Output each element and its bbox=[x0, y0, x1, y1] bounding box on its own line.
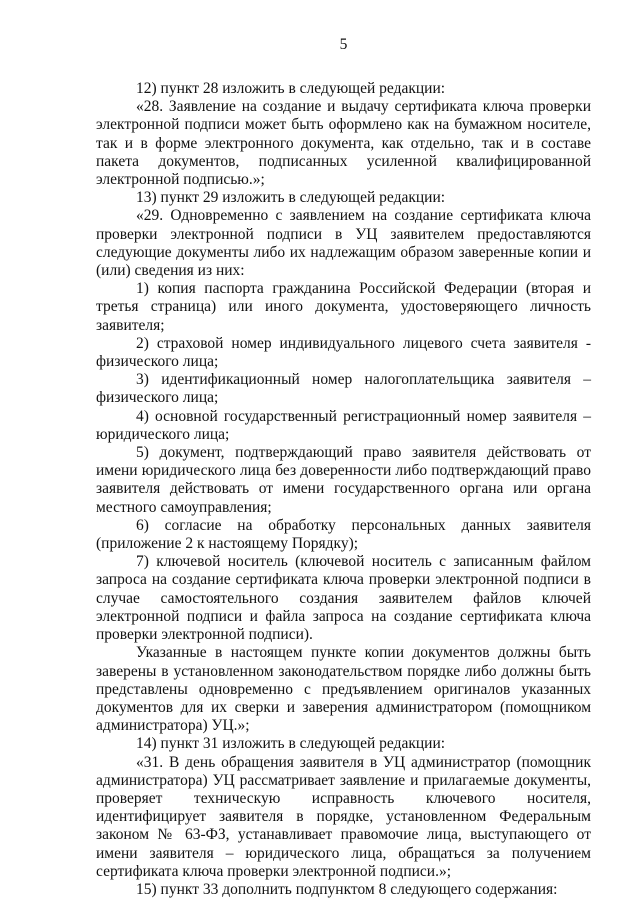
amendment-heading-item-13: 13) пункт 29 изложить в следующей редакции: bbox=[136, 189, 446, 207]
amendment-heading-item-15: 15) пункт 33 дополнить подпунктом 8 следующего содержания: bbox=[136, 880, 558, 898]
clause-29-subitem-1: 1) копия паспорта гражданина Российской Федерации (вторая и третья страница) или иного документа, удостоверяющего личность заявителя; bbox=[96, 280, 591, 334]
page-number: 5 bbox=[339, 36, 348, 53]
clause-29-intro: «29. Одновременно с заявлением на создание сертификата ключа проверки электронной подписи в УЦ заявителем предоставляются следующие документы либо их надлежащим образом заверенные копии и (или) сведения из них: bbox=[96, 207, 591, 280]
amendment-heading-item-14: 14) пункт 31 изложить в следующей редакции: bbox=[136, 735, 446, 753]
clause-29-closing: Указанные в настоящем пункте копии документов должны быть заверены в установленном законодательством порядке либо должны быть представлены одновременно с предъявлением оригиналов указанных документов для их сверки и заверения администратором (помощником администратора) УЦ.»; bbox=[96, 644, 591, 735]
clause-31-text: «31. В день обращения заявителя в УЦ администратор (помощник администратора) УЦ рассматривает заявление и прилагаемые документы, проверяет техническую исправность ключевого носителя, идентифицирует заявителя в порядке, установленном Федеральным законом № 63-ФЗ, устанавливает правомочие лица, выступающего от имени заявителя – юридического лица, обращаться за получением сертификата ключа проверки электронной подписи.»; bbox=[96, 753, 591, 880]
clause-29-subitem-2: 2) страховой номер индивидуального лицевого счета заявителя - физического лица; bbox=[96, 334, 591, 371]
clause-29-subitem-4: 4) основной государственный регистрационный номер заявителя – юридического лица; bbox=[96, 407, 591, 443]
amendment-heading-item-12: 12) пункт 28 изложить в следующей редакции: bbox=[136, 80, 446, 97]
clause-29-subitem-5: 5) документ, подтверждающий право заявителя действовать от имени юридического лица без доверенности либо подтверждающий право заявителя действовать от имени государственного органа или органа местного самоуправления; bbox=[96, 444, 591, 516]
document-body bbox=[96, 80, 591, 899]
clause-29-subitem-3: 3) идентификационный номер налогоплательщика заявителя – физического лица; bbox=[96, 371, 591, 407]
clause-28-text: «28. Заявление на создание и выдачу сертификата ключа проверки электронной подписи может быть оформлено как на бумажном носителе, так и в форме электронного документа, как отдельно, так и в составе пакета документов, подписанных усиленной квалифицированной электронной подписью.»; bbox=[96, 98, 591, 189]
clause-29-subitem-7: 7) ключевой носитель (ключевой носитель с записанным файлом запроса на создание сертификата ключа проверки электронной подписи в случае самостоятельного создания заявителем файлов ключей электронной подписи и файла запроса на создание сертификата ключа проверки электронной подписи). bbox=[96, 553, 591, 644]
clause-29-subitem-6: 6) согласие на обработку персональных данных заявителя (приложение 2 к настоящему Порядку); bbox=[96, 516, 591, 553]
